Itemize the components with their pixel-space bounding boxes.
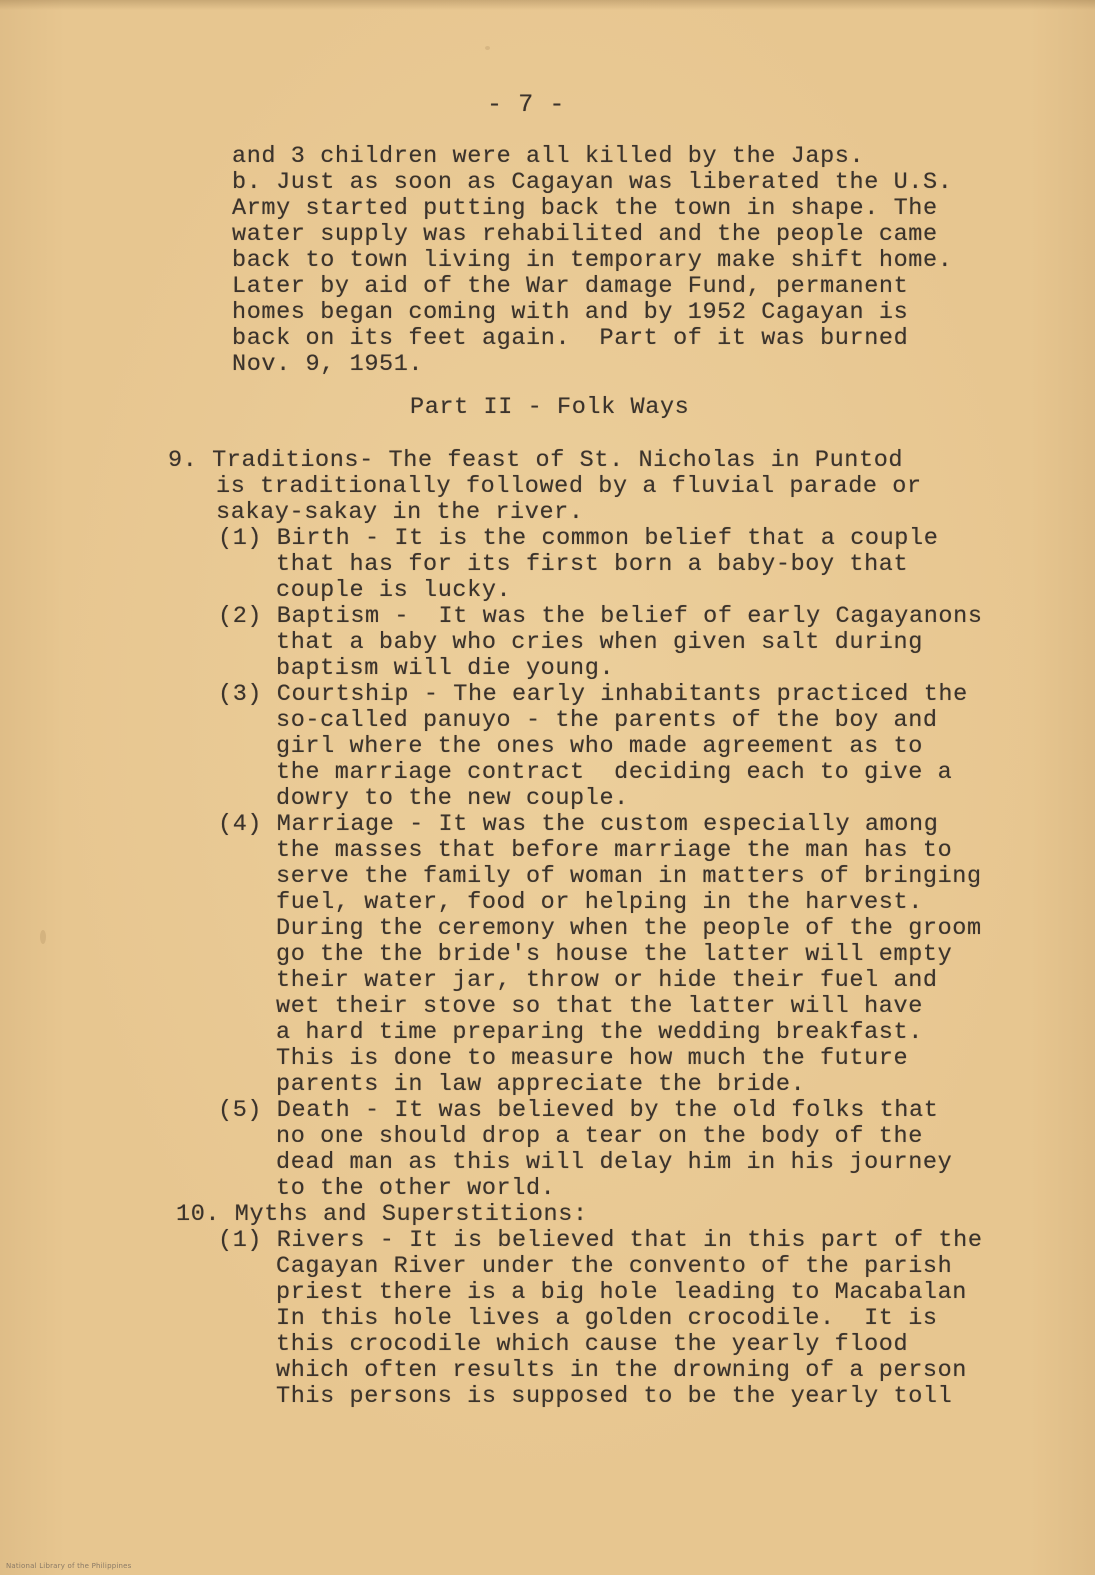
text-line: dead man as this will delay him in his journey xyxy=(276,1149,953,1176)
text-line: a hard time preparing the wedding breakfast. xyxy=(276,1019,923,1046)
text-line: (1) Birth - It is the common belief that a couple xyxy=(218,525,939,552)
text-line: This is done to measure how much the future xyxy=(276,1045,909,1072)
text-line: 10. Myths and Superstitions: xyxy=(176,1201,588,1228)
text-line: (2) Baptism - It was the belief of early Cagayanons xyxy=(218,603,983,630)
paper-stain xyxy=(485,46,490,50)
text-line: dowry to the new couple. xyxy=(276,785,629,812)
text-line: (1) Rivers - It is believed that in this part of the xyxy=(218,1227,983,1254)
text-line: water supply was rehabilited and the people came xyxy=(232,221,938,248)
text-line: no one should drop a tear on the body of the xyxy=(276,1123,923,1150)
page-number: - 7 - xyxy=(487,90,566,119)
text-line: This persons is supposed to be the yearly toll xyxy=(276,1383,953,1410)
text-line: girl where the ones who made agreement as to xyxy=(276,733,923,760)
text-line: priest there is a big hole leading to Macabalan xyxy=(276,1279,968,1306)
paper-stain xyxy=(40,930,46,944)
text-line: Cagayan River under the convento of the parish xyxy=(276,1253,953,1280)
text-line: homes began coming with and by 1952 Cagayan is xyxy=(232,299,909,326)
archive-footer: National Library of the Philippines xyxy=(6,1562,132,1570)
text-line: couple is lucky. xyxy=(276,577,512,604)
text-line: that has for its first born a baby-boy that xyxy=(276,551,909,578)
text-line: which often results in the drowning of a person xyxy=(276,1357,968,1384)
text-line: back on its feet again. Part of it was burned xyxy=(232,325,909,352)
text-line: b. Just as soon as Cagayan was liberated the U.S. xyxy=(232,169,953,196)
text-line: sakay-sakay in the river. xyxy=(216,499,584,526)
text-line: 9. Traditions- The feast of St. Nicholas in Puntod xyxy=(168,447,904,474)
text-line: so-called panuyo - the parents of the boy and xyxy=(276,707,938,734)
text-line: is traditionally followed by a fluvial parade or xyxy=(216,473,922,500)
text-line: the marriage contract deciding each to give a xyxy=(276,759,953,786)
text-line: Nov. 9, 1951. xyxy=(232,351,424,378)
text-line: wet their stove so that the latter will have xyxy=(276,993,923,1020)
text-line: In this hole lives a golden crocodile. It is xyxy=(276,1305,938,1332)
text-line: and 3 children were all killed by the Japs. xyxy=(232,143,865,170)
text-line: serve the family of woman in matters of bringing xyxy=(276,863,982,890)
text-line: (4) Marriage - It was the custom especially among xyxy=(218,811,939,838)
text-line: back to town living in temporary make shift home. xyxy=(232,247,953,274)
text-line: the masses that before marriage the man has to xyxy=(276,837,953,864)
text-line: (5) Death - It was believed by the old folks that xyxy=(218,1097,939,1124)
text-line: go the the bride's house the latter will empty xyxy=(276,941,953,968)
text-line: Army started putting back the town in shape. The xyxy=(232,195,938,222)
text-line: their water jar, throw or hide their fuel and xyxy=(276,967,938,994)
text-line: parents in law appreciate the bride. xyxy=(276,1071,806,1098)
text-line: to the other world. xyxy=(276,1175,556,1202)
text-line: that a baby who cries when given salt during xyxy=(276,629,923,656)
text-line: fuel, water, food or helping in the harvest. xyxy=(276,889,923,916)
text-line: this crocodile which cause the yearly flood xyxy=(276,1331,909,1358)
text-line: Later by aid of the War damage Fund, permanent xyxy=(232,273,909,300)
paper-edge-shadow xyxy=(0,0,1095,10)
text-line: During the ceremony when the people of the groom xyxy=(276,915,982,942)
section-heading: Part II - Folk Ways xyxy=(410,394,690,421)
text-line: (3) Courtship - The early inhabitants practiced the xyxy=(218,681,968,708)
text-line: baptism will die young. xyxy=(276,655,615,682)
